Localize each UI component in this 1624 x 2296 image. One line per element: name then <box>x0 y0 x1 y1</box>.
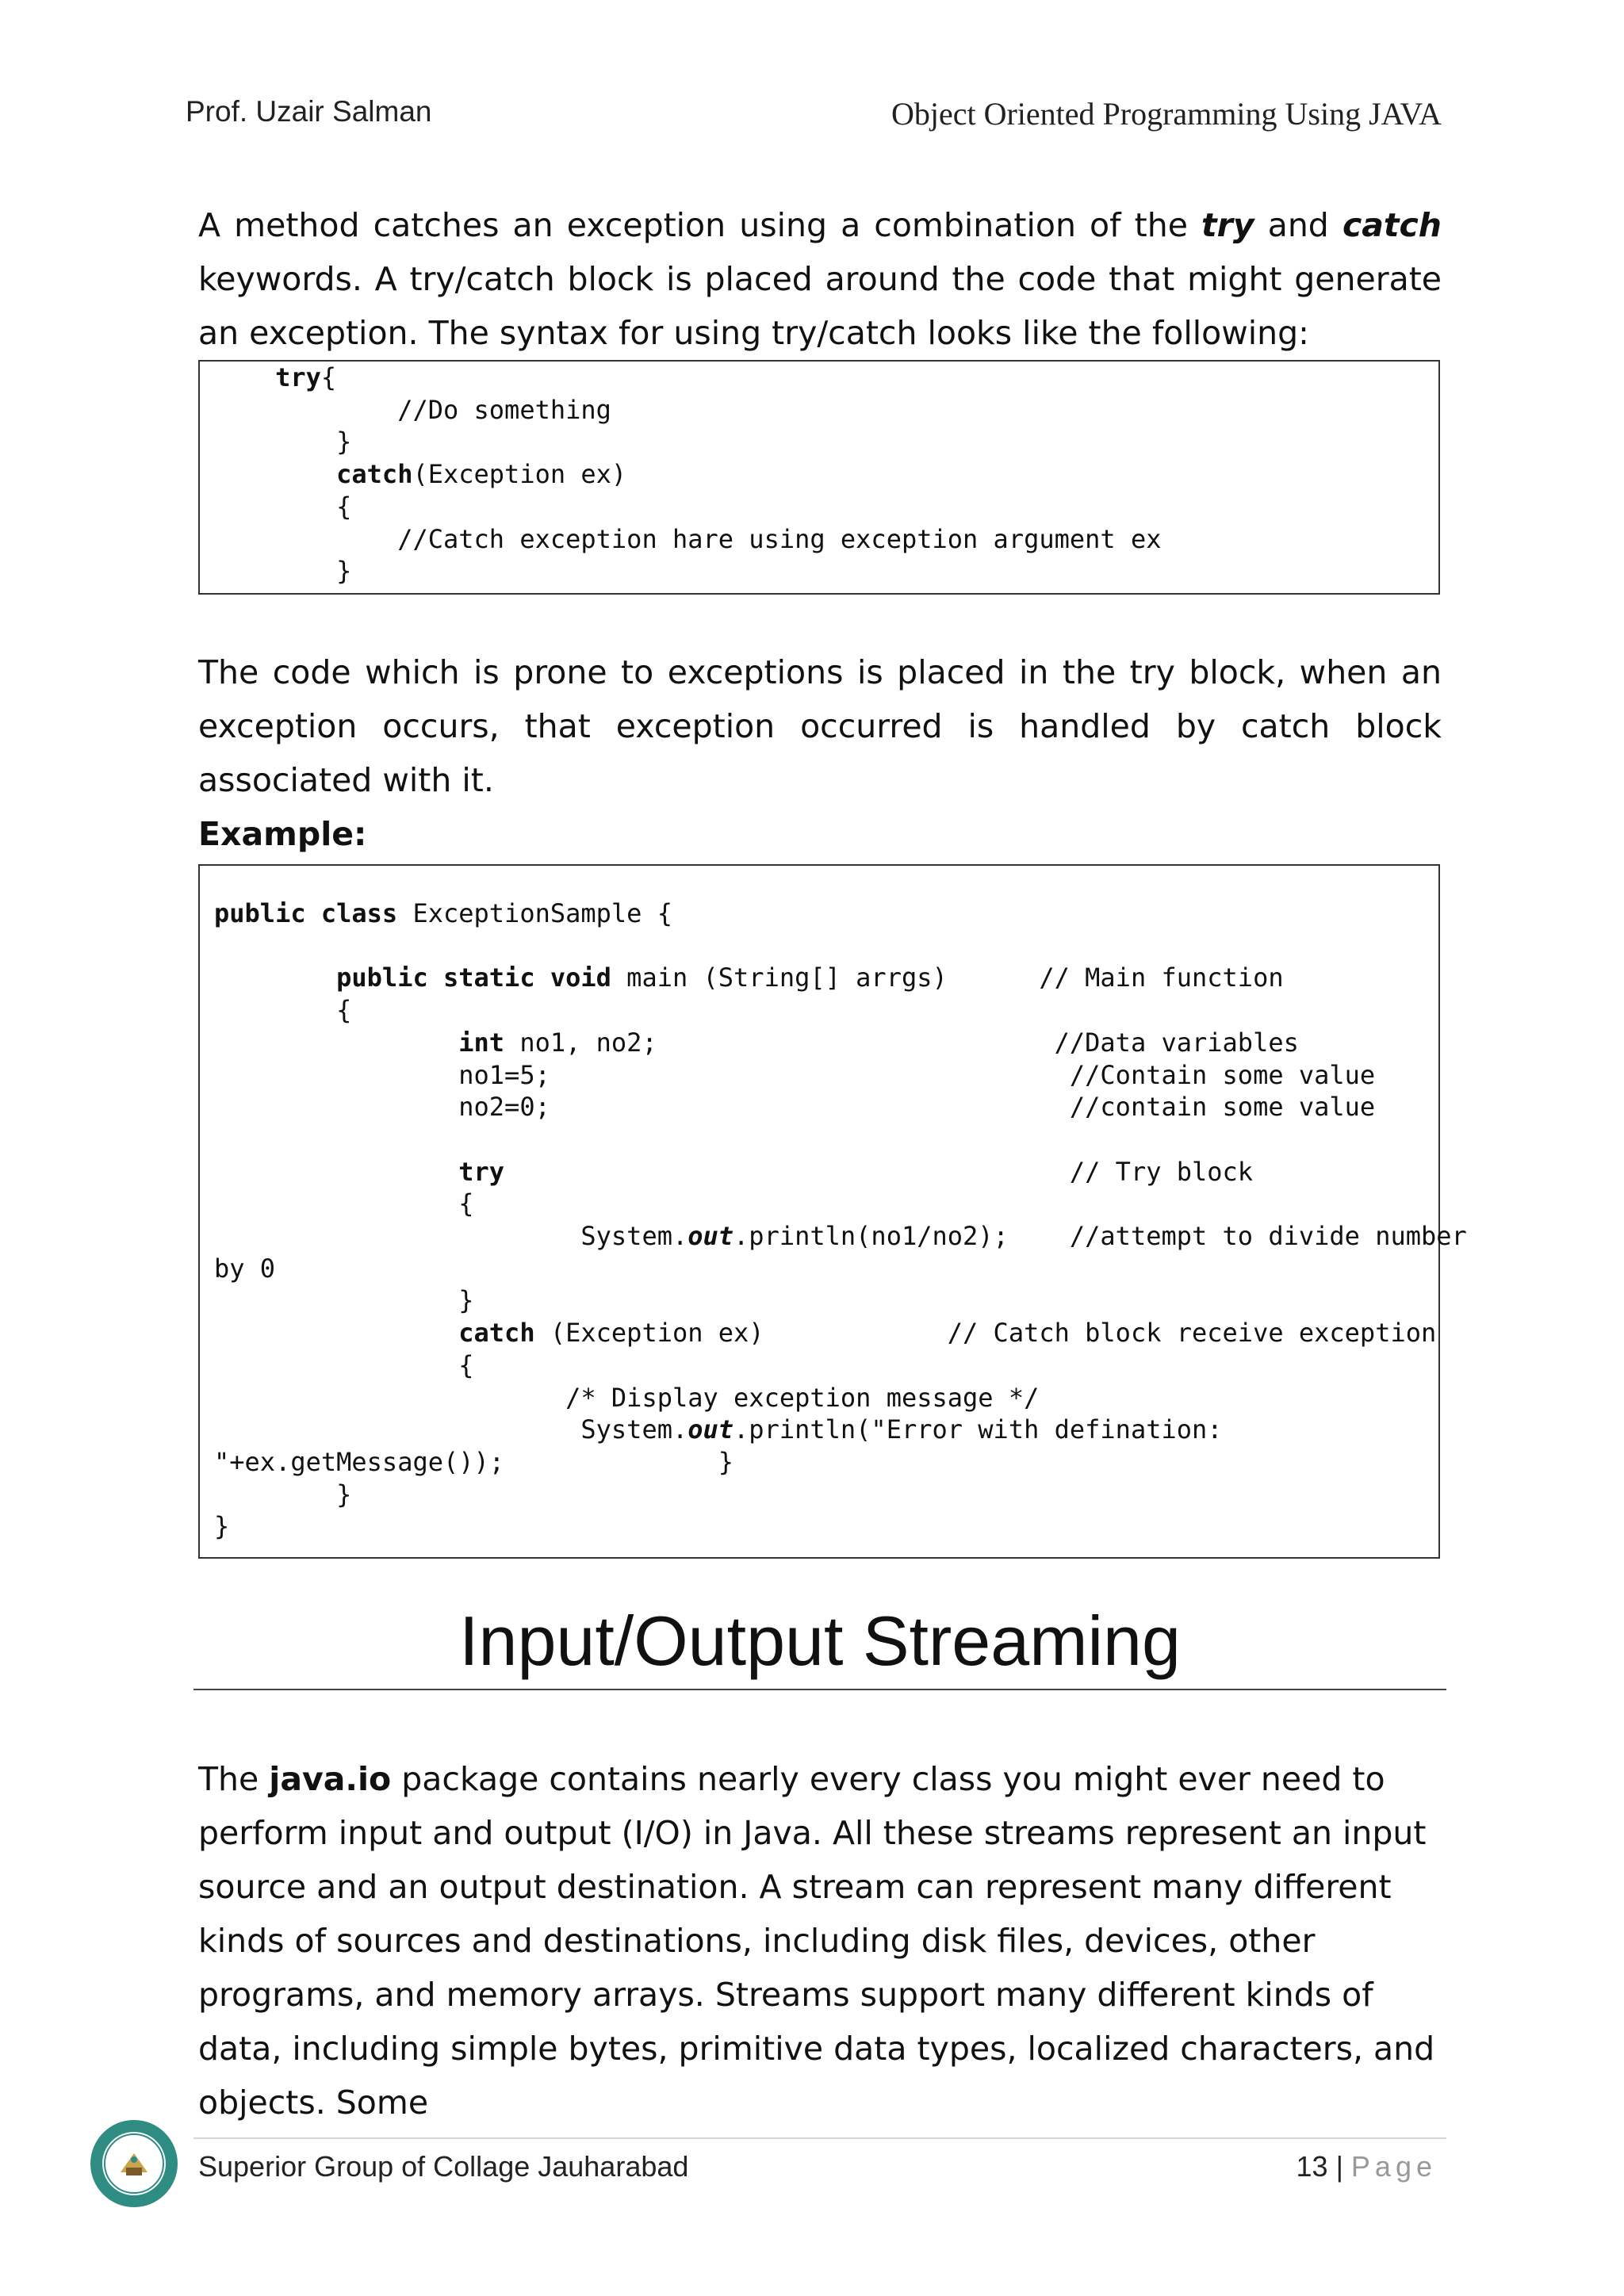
footer-page-number: 13 | Page <box>1296 2150 1437 2183</box>
header-course-title: Object Oriented Programming Using JAVA <box>891 96 1442 132</box>
footer-institution: Superior Group of Collage Jauharabad <box>198 2150 689 2183</box>
footer-divider <box>193 2137 1446 2139</box>
example-label: Example: <box>198 815 367 853</box>
header-author: Prof. Uzair Salman <box>186 95 432 128</box>
keyword-try: try <box>1201 206 1254 244</box>
package-name: java.io <box>269 1760 392 1798</box>
keyword-catch: catch <box>1342 206 1442 244</box>
explanation-paragraph: The code which is prone to exceptions is placed in the try block, when an exception occurs, that exception occurred is handled by catch block associated with it. <box>198 653 1442 799</box>
college-logo-icon <box>89 2118 179 2209</box>
example-code: public class ExceptionSample { public static void main (String[] arrgs) // Main function { int no1, no2; //Data variables no1=5; //Contain some value no2=0; //contain some value try // Try block { System.out.println(no1/no2); //attempt to divide number by 0 } catch (Exception ex) // Catch block receive exception { /* Display exception message */ System.out.println("Error with defination: "+ex.getMessage()); } } } <box>214 898 1467 1542</box>
example-code-box <box>198 864 1467 1559</box>
intro-paragraph: A method catches an exception using a combination of the try and catch keywords. A try/catch block is placed around the code that might generate an exception. The syntax for using try/catch looks like the following: <box>198 206 1442 352</box>
section-heading: Input/Output Streaming <box>193 1594 1446 1690</box>
syntax-code-box <box>198 360 1440 595</box>
syntax-code: try{ //Do something } catch(Exception ex) { //Catch exception hare using exception argument ex } <box>214 362 1162 587</box>
io-paragraph: The java.io package contains nearly every class you might ever need to perform input and output (I/O) in Java. All these streams represent an input source and an output destination. A stream can represent many different kinds of sources and destinations, including disk files, devices, other programs, and memory arrays. Streams support many different kinds of data, including simple bytes, primitive data types, localized characters, and objects. Some <box>198 1760 1435 2122</box>
